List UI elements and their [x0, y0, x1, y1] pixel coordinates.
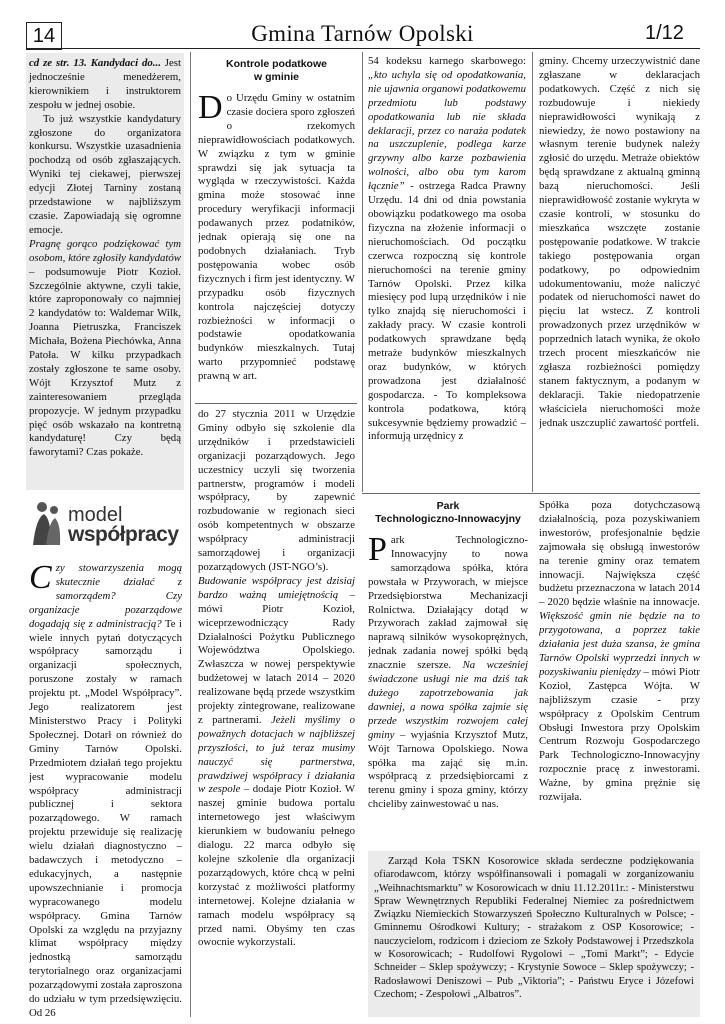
page-header [0, 0, 725, 50]
logo-word-model: model [68, 504, 123, 526]
lead-question: zy stowarzyszenia mogą skutecznie działać z samorządem? Czy organizacje pozarządowe dogadają się z administracją? [29, 562, 182, 630]
paragraph: ark Technologiczno-Innowacyjny to nowa samorządowa spółka, która powstała w Przyworach, w miejsce Przedsiębiorstwa Mechanizacji Rolnictwa. Działający dotąd w Przyworach zakład zajmował się naprawą silników wysokoprężnych, jednak zadania nowej spółki będą znacznie szersze. [368, 534, 528, 672]
article-kontrole-continued-2 [539, 55, 700, 492]
column-divider [190, 52, 191, 1017]
dropcap: D [198, 92, 223, 126]
paragraph: – dodaje Piotr Kozioł. W naszej gminie budowa portalu internetowego jest właściwym kierunkiem w budowaniu pełnego dialogu. 22 marca odbyło się kolejne szkolenie dla organizacji pozarządowych, które chcą w pełni korzystać z możliwości platformy internetowej. Kolejne działania w ramach modelu współpracy są przed nami. Obyśmy ten czas owocnie wykorzystali. [198, 783, 355, 949]
header-rule [26, 48, 700, 49]
paragraph: – mówi Piotr Kozioł, wiceprzewodniczący Rady Działalności Pożytku Publicznego Województwa Opolskiego. Zwłaszcza w nowej perspektywie budżetowej w latach 2014 – 2020 realizowane będą przede wszystkim projekty zintegrowane, realizowane z partnerami. [198, 588, 355, 726]
notice-text: Zarząd Koła TSKN Kosorowice składa serdeczne podziękowania ofiarodawcom, którzy współfinansowali i pomagali w zorganizowaniu „Weihnachtsmarktu” w Kosorowicach w dniu 11.12.2011r.: - Ministerstwu Spraw Wewnętrznych Republiki Federalnej Niemiec za pośrednictwem Związku Niemieckich Stowarzyszeń Społeczno Kulturalnych w Polsce; - Gminnemu Ośrodkowi Kultury; - strażakom z OSP Kosorowice; - nauczycielom, rodzicom i dzieciom ze Szkoły Podstawowej i Przedszkola w Kosorowicach; - Rudolfowi Rygolowi – „Tomi Markt”; - Edycie Schneider – Sklep spożywczy; - Krystynie Sowoce – Sklep spożywczy; - Radosławowi Deniszowi – Pub „Viktoria”; - Państwu Eryce i Józefowi Czechom; - Zespołowi „Albatros”. [374, 856, 694, 1000]
page-number-left: 14 [26, 22, 62, 50]
article-model-wspolpracy [29, 562, 182, 1017]
quote: Na wcześniej świadczone usługi nie ma dziś tak dużego zapotrzebowania jak dawniej, a nowa spółka zajmie się przede wszystkim rozwojem całej gminy [368, 659, 528, 741]
paragraph: – podsumowuje Piotr Kozioł. Szczególnie aktywne, czyli takie, które zaproponowały co najmniej 2 kandydatów to: Waldemar Wilk, Joanna Pietruszka, Franciszek Michała, Bożena Piechówka, Anna Patoła. W kilku przypadkach zostały zgłoszone te same osoby. Wójt Krzysztof Mutz z zainteresowaniem przegląda propozycje. W jednym przypadku pięć osób wskazało na kontretną kandydaturę! Czy będą faworytami? Czas pokaże. [29, 265, 181, 459]
article-kontrole-podatkowe [198, 58, 355, 400]
article-park-technologiczny [368, 500, 528, 848]
article-kontrole-continued [368, 55, 526, 492]
paragraph: Jest jednocześnie menedżerem, kierownikiem i instruktorem zespołu w jednej osobie. [29, 57, 181, 111]
article-title: Technologiczno-Innowacyjny [375, 513, 521, 525]
paragraph: – mówi Piotr Kozioł, Zastępca Wójta. W najbliższym czasie - przy współpracy z Opolskim Centrum Obsługi Inwestora przy Opolskim Centrum Rozwoju Gospodarczego Park Technologiczno-Innowacyjny rozpocznie pracę z inwestorami. Ważne, by gmina pręźnie się rozwijała. [539, 665, 700, 804]
column-divider [532, 52, 533, 492]
model-wspolpracy-logo [30, 494, 185, 556]
continued-from-label: cd ze str. 13. Kandydaci do... [29, 57, 161, 69]
paragraph: 54 kodeksu karnego skarbowego: [368, 55, 526, 67]
paragraph: To już wszystkie kandydatury zgłoszone do organizatora konkursu. Wszystkie uzasadnienia pochodzą od osób zgłaszających. Wyniki tej ciekawej, pierwszej edycji Złotej Tarniny zostaną przedstawione w najbliższym czasie. Zapowiadają się ogromne emocje. [29, 112, 181, 236]
logo-word-wspolpracy: współpracy [68, 523, 179, 546]
legal-quote: „kto uchyla się od opodatkowania, nie ujawnia organowi podatkowemu przedmiotu lub podstawy opodatkowania lub nie składa deklaracji, przez co naraża podatek na uszczuplenie, podlega karze grzywny albo karze pozbawienia wolności, albo obu tym karom łącznie” [368, 68, 526, 193]
people-icon [30, 500, 64, 550]
article-model-wspolpracy-continued [198, 408, 355, 1017]
page-title: Gmina Tarnów Opolski [251, 21, 474, 46]
section-divider [362, 493, 700, 494]
paragraph: do 27 stycznia 2011 w Urzędzie Gminy odbyło się szkolenie dla urzędników i przedstawicieli organizacji pozarządowych. Jego uczestnicy uczyli się tworzenia partnerstw, programów i modeli współpracy, by zapewnić rozbudowanie w regionach sieci osób kompetentnych w obszarze współpracy administracji samorządowej i organizacji pozarządowych (JST-NGO’s). [198, 408, 355, 573]
dropcap: P [368, 534, 387, 568]
paragraph: Spółka poza dotychczasową działalnością, poza pozyskiwaniem inwestorów, profesjonalnie będzie zajmowała się obsługą inwestorów na terenie gminy oraz tematem innowacji. Największa część budżetu przeznaczona w latach 2014 – 2020 będzie właśnie na innowacje. [539, 499, 700, 609]
quote: Jeżeli myślimy o powažnych dotacjach w najbliższej przyszłości, to już teraz musimy nauczyć się partnerstwa, prawdziwej współpracy i działania w zespole [198, 713, 355, 796]
article-title: w gminie [254, 71, 299, 83]
dropcap: C [29, 562, 52, 596]
paragraph: gminy. Chcemy urzeczywistnić dane zgłaszane w deklaracjach podatkowych. Część z nich się rozbudowuje i niekiedy nieprawidłowości wynikają z niewiedzy, że nowo postawiony na własnym terenie budynek należy zgłosić do urzędu. Metraże obiektów będą sprawdzane z aktualną gminną bazą nieruchomości. Jeśli nieprawidłowość zostanie wykryta w czasie kontroli, w stosunku do mieszkańca wszczęte zostanie postępowanie podatkowe. W trakcie takiego postępowania organ podatkowy, po odpowiednim udokumentowaniu, może naliczyć podatek od nieruchomości nawet do pięciu lat wstecz. Z kontroli prowadzonych przez urzędników w poprzednich latach wynika, że około trzech procent mieszkańców nie zgłasza rozbieżności pomiędzy stanem faktycznym, a podanym w deklaracji. Takie niedopatrzenie właściciela nieruchomości może jednak uszczuplić zawartość portfeli. [539, 55, 700, 429]
tskn-thank-you-notice [368, 851, 700, 1017]
paragraph: Te i wiele innych pytań dotyczących współpracy samorządu i organizacji społecznych, poruszone zostały w ramach projektu pt. „Model Współpracy”. Jego realizatorem jest Ministerstwo Pracy i Polityki Społecznej. Dotarł on również do Gminy Tarnów Opolski. Przedmiotem działań tego projektu jest wypracowanie modelu współpracy administracji publicznej i sektora pozarządowego. W ramach projektu przewiduje się realizację wielu działań diagnostyczno – badawczych i metodyczno – edukacyjnych, a następnie upowszechnianie i promocja wypracowanego modelu współpracy. Gmina Tarnów Opolski za względu na przyjazny klimat współpracy między jednostką samorządu terytorialnego oraz organizacjami pozarządowymi została zaproszona do udziału w tym przedsięwzięciu. Od 26 [29, 617, 182, 1017]
article-title: Kontrole podatkowe [226, 58, 327, 70]
quote: Budowanie współpracy jest dzisiaj bardzo ważną umiejętnością [198, 574, 355, 601]
quote: Pragnę gorąco podziękować tym osobom, które zgłosiły kandydatów [29, 237, 181, 264]
paragraph: o Urzędu Gminy w ostatnim czasie dociera sporo zgłoszeń o rzekomych nieprawidłowościach podatkowych. W związku z tym w gminie sprawdzi się jak sytuacja ta wygląda w rzeczywistości. Każda gmina może stosować inne procedury weryfikacji informacji podawanych przez podatników, jednak opierają się one na podobnych działaniach. Tryb postępowania wobec osób fizycznych i firm jest identyczny. W przypadku osób fizycznych kontrola najczęściej dotyczy rozbieżności w informacji o podstawie opodatkowania budynków mieszkalnych. Tutaj warto przypomnieć podstawę prawną w art. [198, 92, 355, 383]
quote: Większość gmin nie będzie na to przygotowana, a poprzez takie działania jest duża szansa, że gmina Tarnów Opolski wyprzedzi innych w pozyskiwaniu pieniędzy [539, 610, 700, 678]
page-number-right: 1/12 [645, 22, 684, 44]
section-divider [195, 403, 357, 404]
paragraph: – wyjaśnia Krzysztof Mutz, Wójt Tarnowa Opolskiego. Nowa spółka ma zająć się m.in. współpracą z przedsiębiorcami z terenu gminy i spoza gminy, którzy chcieliby zainwestować u nas. [368, 728, 528, 811]
article-title: Park [436, 500, 460, 512]
article-zlota-tarnina-continued [26, 53, 184, 490]
article-park-continued [539, 499, 700, 849]
paragraph: - ostrzega Radca Prawny Urzędu. 14 dni od dnia powstania obowiązku podatkowego ma osoba fizyczna na złożenie informacji o nieruchomościach. Od początku czerwca rozpoczną się kontrole nieruchomości na terenie gminy Tarnów Opolski. Przez kilka miesięcy pod lupą urzędników i nie tylko znajdą się nieruchomości i zakłady pracy. W czasie kontroli podatkowych sprawdzane będą metraże budynków mieszkalnych oraz budynków, w których prowadzona jest działalność gospodarcza. - To kompleksowa kontrola podatkowa, którą sukcesywnie będziemy prowadzić – informują urzędnicy z [368, 180, 526, 443]
column-divider [362, 52, 363, 492]
